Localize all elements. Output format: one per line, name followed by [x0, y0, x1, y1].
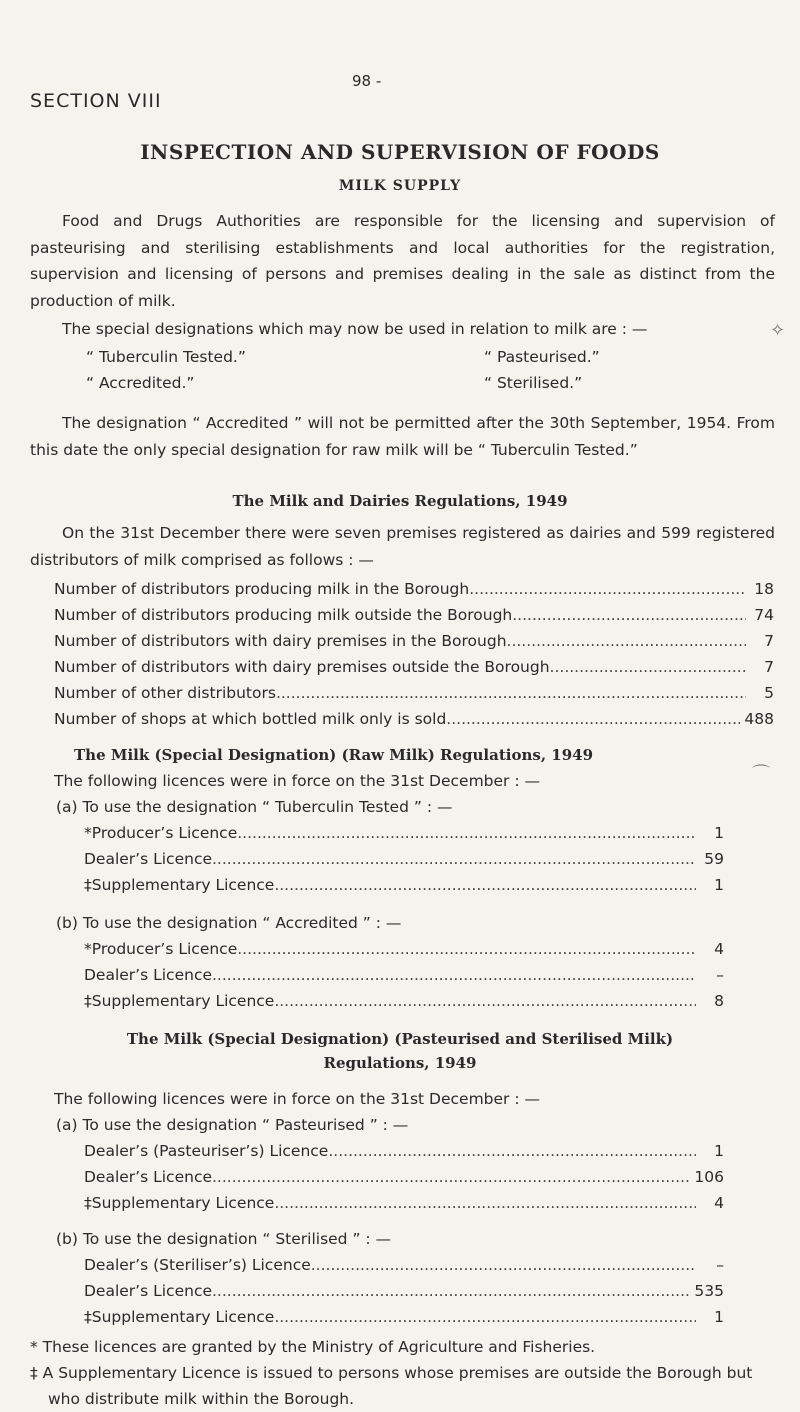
table-row: Dealer’s Licence ..... 535 — [84, 1282, 724, 1300]
table-row: Number of distributors with dairy premises in the Borough ..... 7 — [54, 632, 774, 650]
table-row: Number of distributors with dairy premises outside the Borough ..... 7 — [54, 658, 774, 676]
table-row: Number of other distributors ..... 5 — [54, 684, 774, 702]
table-row: Number of distributors producing milk in the Borough ..... 18 — [54, 580, 774, 598]
margin-mark: ⌒ — [752, 764, 770, 785]
table-row: Number of shops at which bottled milk only is sold ..... 488 — [54, 710, 774, 728]
pasteurised-group-a-heading: (a) To use the designation “ Pasteurised ” : — — [56, 1116, 409, 1134]
pasteurised-regulations-title-line2: Regulations, 1949 — [323, 1054, 477, 1072]
section-label: SECTION VIII — [30, 90, 162, 112]
margin-mark: ✧ — [770, 320, 786, 341]
dairies-regulations-title: The Milk and Dairies Regulations, 1949 — [232, 492, 568, 510]
designation-sterilised: “ Sterilised.” — [484, 374, 583, 392]
page-title: INSPECTION AND SUPERVISION OF FOODS — [140, 140, 660, 164]
intro-paragraph: Food and Drugs Authorities are responsible for the licensing and supervision of pasteurising and sterilising establishments and local authorities for the registration, supervision and licensing of persons and premises dealing in the sale as distinct from the production of milk. — [30, 212, 775, 310]
table-row: ‡Supplementary Licence ..... 8 — [84, 992, 724, 1010]
table-row: ‡Supplementary Licence ..... 4 — [84, 1194, 724, 1212]
table-row: Number of distributors producing milk outside the Borough ..... 74 — [54, 606, 774, 624]
pasteurised-group-b-heading: (b) To use the designation “ Sterilised ” : — — [56, 1230, 392, 1248]
designation-accredited: “ Accredited.” — [86, 374, 195, 392]
raw-milk-group-b-heading: (b) To use the designation “ Accredited ” : — — [56, 914, 402, 932]
raw-milk-regulations-title: The Milk (Special Designation) (Raw Milk) Regulations, 1949 — [74, 746, 594, 764]
raw-milk-intro: The following licences were in force on the 31st December : — — [54, 772, 540, 790]
designation-tuberculin: “ Tuberculin Tested.” — [86, 348, 246, 366]
table-row: Dealer’s Licence ..... – — [84, 966, 724, 984]
table-row: *Producer’s Licence ..... 4 — [84, 940, 724, 958]
table-row: ‡Supplementary Licence ..... 1 — [84, 876, 724, 894]
pasteurised-regulations-title: The Milk (Special Designation) (Pasteurised and Sterilised Milk) — [126, 1030, 674, 1048]
footnote-ministry: * These licences are granted by the Ministry of Agriculture and Fisheries. — [30, 1338, 596, 1356]
table-row: Dealer’s Licence ..... 59 — [84, 850, 724, 868]
table-row: Dealer’s (Pasteuriser’s) Licence ..... 1 — [84, 1142, 724, 1160]
designations-intro: The special designations which may now be used in relation to milk are : — — [62, 320, 648, 338]
table-row: *Producer’s Licence ..... 1 — [84, 824, 724, 842]
designation-pasteurised: “ Pasteurised.” — [484, 348, 600, 366]
footnote-supplementary: ‡ A Supplementary Licence is issued to persons whose premises are outside the Borough but who distribute milk within the Borough. — [30, 1364, 753, 1408]
accredited-note: The designation “ Accredited ” will not be permitted after the 30th September, 1954. From this date the only special designation for raw milk will be “ Tuberculin Tested.” — [30, 414, 775, 459]
page-number: 98 - — [352, 72, 382, 90]
table-row: Dealer’s Licence ..... 106 — [84, 1168, 724, 1186]
table-row: ‡Supplementary Licence ..... 1 — [84, 1308, 724, 1326]
pasteurised-intro: The following licences were in force on the 31st December : — — [54, 1090, 540, 1108]
raw-milk-group-a-heading: (a) To use the designation “ Tuberculin Tested ” : — — [56, 798, 453, 816]
table-row: Dealer’s (Steriliser’s) Licence ..... – — [84, 1256, 724, 1274]
page-subtitle: MILK SUPPLY — [338, 178, 462, 194]
dairies-intro: On the 31st December there were seven premises registered as dairies and 599 registered distributors of milk comprised as follows : — — [30, 524, 775, 569]
